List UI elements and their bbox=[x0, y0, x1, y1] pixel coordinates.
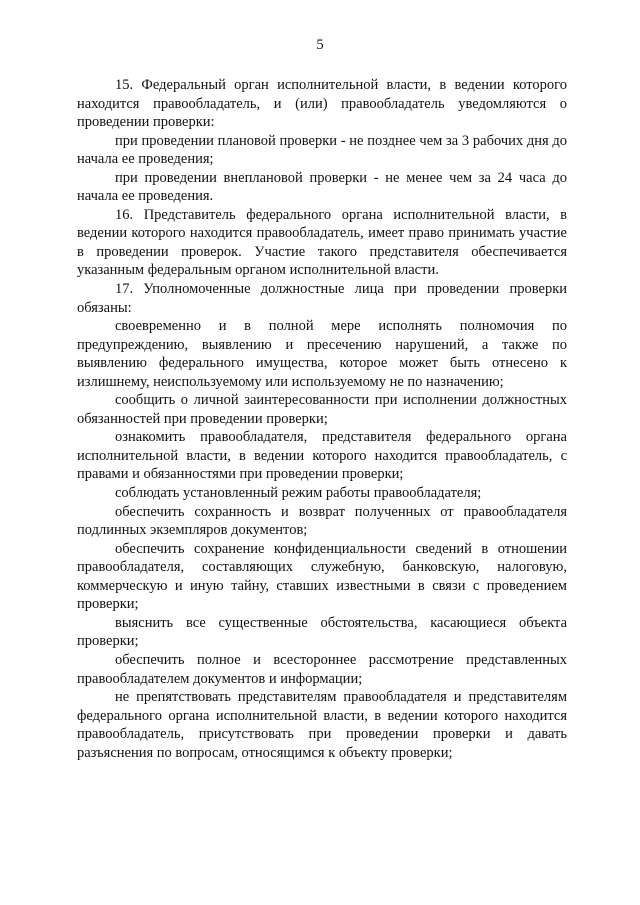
duty-clarify-circumstances: выяснить все существенные обстоятельства, касающиеся объекта проверки; bbox=[77, 614, 567, 650]
page-number: 5 bbox=[316, 37, 324, 53]
duty-preserve-documents: обеспечить сохранность и возврат полученных от правообладателя подлинных экземпляров документов; bbox=[77, 503, 567, 539]
paragraph-planned-check: при проведении плановой проверки - не позднее чем за 3 рабочих дня до начала ее проведения; bbox=[77, 132, 567, 168]
duty-observe-schedule: соблюдать установленный режим работы правообладателя; bbox=[115, 485, 482, 502]
paragraph-15: 15. Федеральный орган исполнительной власти, в ведении которого находится правообладатель, и (или) правообладатель уведомляются о проведении проверки: bbox=[77, 77, 567, 131]
duty-full-review: обеспечить полное и всестороннее рассмотрение представленных правообладателем документов и информации; bbox=[77, 651, 567, 687]
paragraph-17: 17. Уполномоченные должностные лица при проведении проверки обязаны: bbox=[77, 281, 567, 316]
paragraph-unplanned-check: при проведении внеплановой проверки - не менее чем за 24 часа до начала ее проведения. bbox=[77, 169, 567, 205]
duty-confidentiality: обеспечить сохранение конфиденциальности сведений в отношении правообладателя, составляющих служебную, банковскую, налоговую, коммерческую и иную тайну, ставших известными в связи с проведением проверки; bbox=[77, 540, 567, 613]
duty-not-obstruct: не препятствовать представителям правообладателя и представителям федерального органа исполнительной власти, в ведении которого находится правообладатель, присутствовать при проведении проверки и давать разъяснения по вопросам, относящимся к объекту проверки; bbox=[77, 689, 567, 761]
duty-inform-rights: ознакомить правообладателя, представителя федерального органа исполнительной власти, в ведении которого находится правообладатель, с правами и обязанностями при проведении проверки; bbox=[77, 429, 567, 483]
duty-report-interest: сообщить о личной заинтересованности при исполнении должностных обязанностей при проведении проверки; bbox=[77, 392, 567, 427]
paragraph-16: 16. Представитель федерального органа исполнительной власти, в ведении которого находится правообладатель, имеет право принимать участие в проведении проверок. Участие такого представителя обеспечивается указанным федеральным органом исполнительной власти. bbox=[77, 206, 567, 279]
duty-fulfil-powers: своевременно и в полной мере исполнять полномочия по предупреждению, выявлению и пресечению нарушений, а также по выявлению федерального имущества, которое может быть отнесено к излишнему, неиспользуемому или используемому не по назначению; bbox=[77, 318, 567, 390]
document-body bbox=[77, 76, 567, 762]
